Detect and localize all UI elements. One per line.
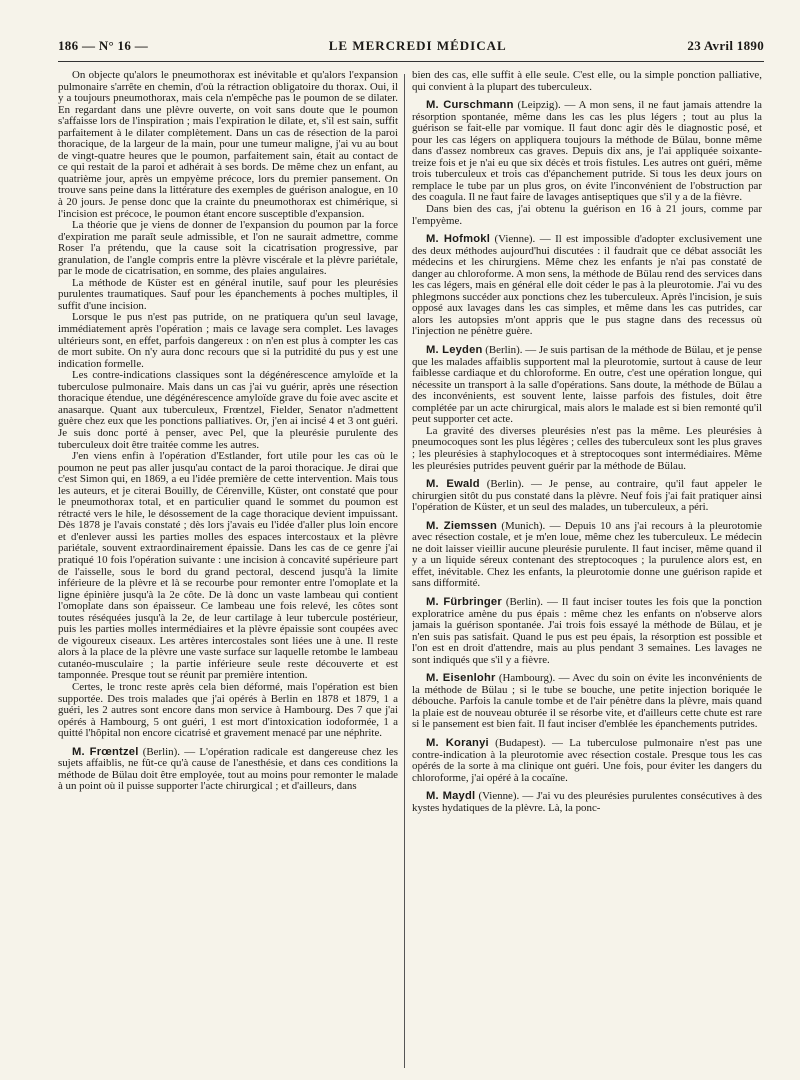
speaker-text: La gravité des diverses pleurésies n'est pas la même. Les pleurésies à pneumocoques sont les plus légères ; celles des tuberculeux sont les plus graves ; les pleurésies à staphylocoques et à streptocoques sont intermédiaires. Même les pleurésies putrides peuvent guérir par la méthode de Bülau. <box>412 424 762 472</box>
speaker-entry <box>412 234 762 338</box>
speaker-text: Dans bien des cas, j'ai obtenu la guérison en 16 à 21 jours, comme par l'empyème. <box>412 203 762 227</box>
speaker-name: M. Leyden <box>426 344 483 357</box>
speaker-entry <box>412 597 762 666</box>
paragraph: La théorie que je viens de donner de l'expansion du poumon par la force d'expiration me paraît seule admissible, et l'on ne saurait admettre, comme Roser l'a prétendu, que la cause soit la cicatrisation progressive, par granulation, de l'angle compris entre la plèvre viscérale et la plèvre pariétale, par le mode de cicatrisation, en somme, des plaies angulaires. <box>58 219 398 278</box>
speaker-text: (Berlin). — Je suis partisan de la méthode de Bülau, et je pense que les malades affaiblis supportent mal la pleurotomie, surtout à cause de leur faiblesse cardiaque et du chloroforme. En outre, c'est une opération longue, qui nécessite un transport à la salle d'opérations. Sans doute, la méthode de Bülau a des inconvénients, est souvent lente, laisse parfois des fistules, doit être complétée par un acte chirurgical, mais alors le malade est si bien remonté qu'il peut supporter cet acte. <box>412 344 762 426</box>
speaker-text: (Hambourg). — Avec du soin on évite les inconvénients de la méthode de Bülau ; si le tube se bouche, une petite injection boriquée le débouche. Parfois la canule tombe et de l'air pénètre dans la plèvre, mais quand la plaie est de nouveau obturée il se résorbe vite, et d'ailleurs cette chute est rare si le pansement est bien fait. Il faut inciser d'emblée les épanchements putrides. <box>412 672 762 731</box>
issue-date: 23 Avril 1890 <box>687 38 764 53</box>
left-column <box>58 70 398 1070</box>
speaker-entry <box>412 204 762 227</box>
speaker-entry <box>412 426 762 472</box>
speaker-text: (Leipzig). — A mon sens, il ne faut jamais attendre la résorption spontanée, même dans les cas les plus légers ; tout au plus la guérison se fait-elle par vomique. Il faut donc agir dès le diagnostic posé, et pour les cas légers on appliquera toujours la méthode de Bülau, bonne même dans d'assez nombreux cas graves. Depuis dix ans, je l'ai appliquée soixante-treize fois et je n'ai eu que six décès et trois fistules. Les autres ont guéri, même trois tuberculeux et trois cas d'épanchement putride. Si tous les deux jours on remplace le tube par un plus gros, on évite l'inconvénient de l'obstruction par des coagula. Il ne faut faire de lavages antiseptiques que s'il y a de la fièvre. <box>412 99 762 204</box>
paragraph: Les contre-indications classiques sont la dégénérescence amyloïde et la tuberculose pulmonaire. Mais dans un cas j'ai vu guérir, après une résection thoracique étendue, une dégénérescence amyloïde grave du foie avec ascite et anasarque. Quant aux tuberculeux, Frœntzel, Fielder, Senator n'admettent guère chez eux que les ponctions palliatives. Or, j'en ai incisé 4 et 3 ont guéri. Je suis donc porté à penser, avec Pel, que la pleurésie purulente des tuberculeux doit être traitée comme les autres. <box>58 369 398 451</box>
page-info <box>58 38 148 54</box>
speaker-name: M. Frœntzel <box>72 745 139 758</box>
header-rule <box>58 61 764 62</box>
paragraph: Lorsque le pus n'est pas putride, on ne pratiquera qu'un seul lavage, immédiatement après l'opération ; mais ce lavage sera complet. Les lavages ultérieurs sont, en effet, parfois dangereux : on n'en est plus à compter les cas de mort subite. On n'y aura donc recours que si la putridité du pus y est une indication formelle. <box>58 311 398 370</box>
paragraph: On objecte qu'alors le pneumothorax est inévitable et qu'alors l'expansion pulmonaire s'arrête en chemin, d'où la rétraction obligatoire du thorax. Oui, il y a toujours pneumothorax, mais cela n'empêche pas le poumon de se dilater. En regardant dans une plèvre ouverte, on voit sans doute que le poumon s'affaisse lors de l'inspiration ; mais l'expiration le dilate, et, s'il est sain, suffit parfaitement à le dilater complètement. Dans un cas de résection de la paroi thoracique, de la largeur de la main, pour une tumeur maligne, j'ai vu au bout de vingt-quatre heures que le poumon, parfaitement sain, était au contact de ce qui restait de la paroi et adhérait à ses bords. De même chez un enfant, au quatrième jour, après un empyème précoce, lors du premier pansement. On trouve sans peine dans la littérature des exemples de guérison analogue, en 10 à 20 jours. Je pense donc que la crainte du pneumothorax est chimérique, si l'incision est précoce, le poumon étant encore susceptible d'expansion. <box>58 70 398 220</box>
page-number: 186 <box>58 38 79 53</box>
page-header <box>58 38 764 60</box>
speaker-text: (Budapest). — La tuberculose pulmonaire n'est pas une contre-indication à la pleurotomie avec résection costale. Presque tous les cas opérés de la sorte à ma clinique ont guéri. Une fois, pour éviter les dangers du chloroforme, j'ai opéré à la cocaïne. <box>412 736 762 784</box>
speaker-text: (Berlin). — Il faut inciser toutes les fois que la ponction exploratrice amène du pus épais : même chez les enfants on n'observe alors jamais la guérison spontanée. J'ai trois fois essayé la méthode de Bülau, et je n'en suis pas satisfait. Quand le pus est peu épais, la résorption est possible et l'on est en droit d'attendre, mais au plus pendant 3 semaines. Les lavages ne sont indiqués que s'il y a fièvre. <box>412 595 762 666</box>
speaker-name: M. Curschmann <box>426 99 514 112</box>
speaker-text: (Berlin). — L'opération radicale est dangereuse chez les sujets affaiblis, ne fût-ce qu'à cause de l'anesthésie, et dans ces conditions la méthode de Bülau doit être employée, tout au moins pour remonter le malade à un point où il puisse supporter l'acte chirurgical ; et d'ailleurs, dans <box>58 745 398 793</box>
paragraph: J'en viens enfin à l'opération d'Estlander, fort utile pour les cas où le poumon ne peut pas aller jusqu'au contact de la paroi thoracique. Je dirai que c'est Simon qui, en 1869, a eu l'idée première de cette intervention. Mais tous les auteurs, et je citerai Bouilly, de Cérenville, Küster, ont constaté que pour le pneumothorax total, et en particulier quand le sommet du poumon est rétracté vers le hile, le désossement de la cage thoracique devient impuissant. Dès 1878 je l'avais constaté ; dès lors j'avais eu l'idée d'aller plus loin encore et d'enlever aussi les parties molles des espaces intercostaux et la plèvre pariétale, souvent extraordinairement épaissie. Dans les cas de ce genre j'ai pratiqué 10 fois l'opération suivante : une incision à concavité supérieure part de l'aisselle, sous le bord du grand pectoral, descend jusqu'à la limite inférieure de la plèvre et là se recourbe pour remonter entre l'omoplate et la ligne épinière jusqu'à la 2e côte. De là donc un vaste lambeau qui contient l'omoplate dans son épaisseur. Ce lambeau une fois relevé, les côtes sont toutes réséquées jusqu'à la 2e, de leur cartilage à leur tubercule postérieur, puis les parties molles intermédiaires et la plèvre épaissie sont coupées avec de vigoureux ciseaux. Les artères intercostales sont liées une à une. Il reste alors à la place de la plèvre une vaste surface sur laquelle retombe le lambeau cutanéo-musculaire ; la partie inférieure seule reste découverte et est tamponnée. Presque tout se réunit par première intention. <box>58 450 398 682</box>
speaker-entry <box>412 738 762 784</box>
speaker-name: M. Fürbringer <box>426 595 502 608</box>
speaker-entry <box>412 345 762 426</box>
speaker-name: M. Eisenlohr <box>426 672 496 685</box>
speaker-entries <box>412 100 762 814</box>
speaker-entry <box>58 747 398 793</box>
speaker-name: M. Hofmokl <box>426 233 491 246</box>
speaker-entry <box>412 791 762 814</box>
speaker-entry <box>412 100 762 204</box>
speaker-entry <box>412 673 762 731</box>
speaker-text: (Vienne). — Il est impossible d'adopter exclusivement une des deux méthodes aujourd'hui discutées : il faudrait que ce débat associât les médecins et les chirurgiens. Même chez les enfants je n'ai pas constaté de danger au chloroforme. A mon sens, la méthode de Bülau rend des services dans les cas légers, mais en général elle doit céder le pas à la pleurotomie. J'ai vu des phlegmons succéder aux ponctions chez les tuberculeux. Après l'incision, je suis opposé aux lavages dans les cas simples, et même dans les cas putrides, car alors les autopsies m'ont appris que le pus stagne dans des recessus où l'injection ne pénètre guère. <box>412 233 762 338</box>
continued-paragraph: bien des cas, elle suffit à elle seule. C'est elle, ou la simple ponction palliative, qui convient à la plupart des tuberculeux. <box>412 70 762 93</box>
speaker-entry <box>412 479 762 514</box>
paragraph: La méthode de Küster est en général inutile, sauf pour les pleurésies purulentes traumatiques. Sauf pour les épanchements à poches multiples, il suffit d'une incision. <box>58 276 398 312</box>
speaker-name: M. Ewald <box>426 478 480 491</box>
right-column <box>412 70 762 1070</box>
speaker-name: M. Maydl <box>426 790 476 803</box>
paragraph: Certes, le tronc reste après cela bien déformé, mais l'opération est bien supportée. Des trois malades que j'ai opérés à Berlin en 1878 et 1879, 1 a guéri, les 2 autres sont encore dans mon service à Hambourg. Des 7 que j'ai opérés à Hambourg, 5 ont guéri, 1 est mort d'intoxication iodoformée, 1 a quitté l'hôpital non encore cicatrisé et gravement menacé par une néphrite. <box>58 680 398 740</box>
column-divider <box>404 74 405 1068</box>
speaker-text: (Vienne). — J'ai vu des pleurésies purulentes consécutives à des kystes hydatiques de la plèvre. Là, la ponc- <box>412 790 762 814</box>
speaker-name: M. Koranyi <box>426 736 489 749</box>
speaker-text: (Munich). — Depuis 10 ans j'ai recours à la pleurotomie avec résection costale, et je m'en loue, même chez les tuberculeux. Le médecin ne doit laisser vieillir aucune pleurésie purulente. Il faut inciser, même quand il y a un liquide séreux contenant des streptocoques ; la purulence alors est, en effet, inévitable. Chez les enfants, la pleurotomie donne une guérison rapide et sans difformité. <box>412 519 762 590</box>
speaker-name: M. Ziemssen <box>426 519 498 532</box>
journal-title: LE MERCREDI MÉDICAL <box>328 38 507 53</box>
issue-number: — N° 16 — <box>81 38 149 53</box>
speaker-text: (Berlin). — Je pense, au contraire, qu'il faut appeler le chirurgien sitôt du pus constaté dans la plèvre. Neuf fois j'ai fait pratiquer ainsi l'opération de Küster, et un seul des malades, un tuberculeux, a péri. <box>412 478 762 514</box>
speaker-entry <box>412 521 762 590</box>
